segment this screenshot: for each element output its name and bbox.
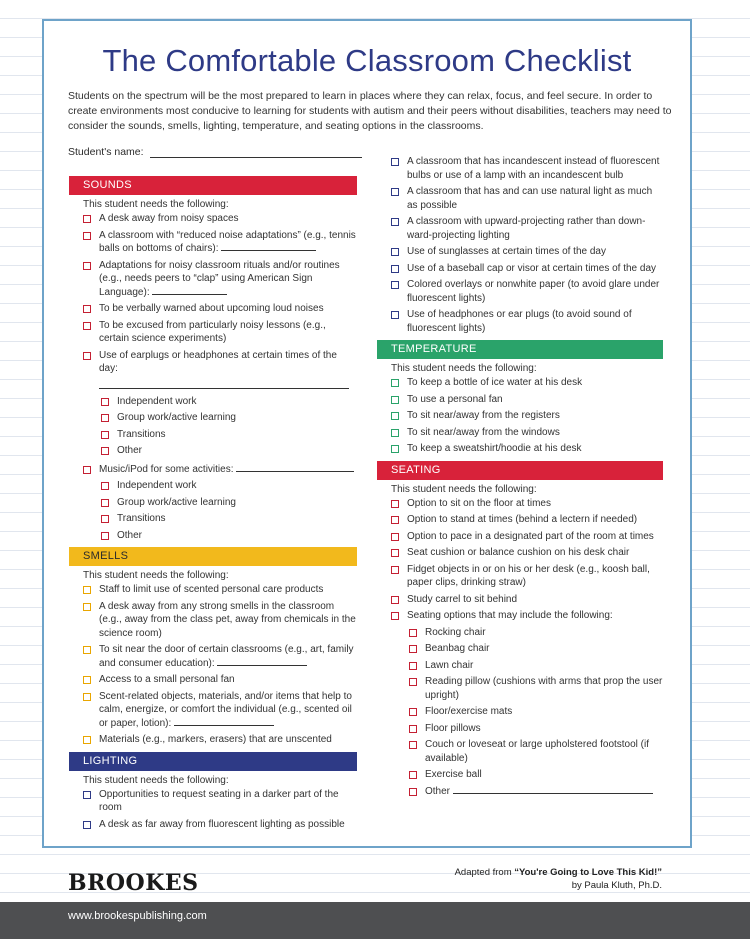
sounds-header: SOUNDS xyxy=(69,176,357,195)
checkbox[interactable] xyxy=(391,158,399,166)
checklist-item[interactable]: Fidget objects in or on his or her desk (e.g., koosh ball, paper clips, drinking straw) xyxy=(391,563,663,590)
student-name-field[interactable] xyxy=(150,147,362,158)
brookes-logo: BROOKES xyxy=(68,870,199,896)
checklist-item[interactable]: A desk away from any strong smells in the classroom (e.g., away from the class pet, away from chemicals in the science room) xyxy=(83,600,357,641)
checklist-item[interactable]: Option to stand at times (behind a lectern if needed) xyxy=(391,513,663,527)
checklist-subitem[interactable]: Couch or loveseat or large upholstered footstool (if available) xyxy=(409,738,663,765)
fill-in-line[interactable] xyxy=(453,785,653,794)
checklist-item[interactable]: Study carrel to sit behind xyxy=(391,593,663,607)
lighting-subheading: This student needs the following: xyxy=(83,774,229,786)
checklist-subitem[interactable]: Rocking chair xyxy=(409,626,663,640)
checklist-item[interactable]: To sit near/away from the registers xyxy=(391,409,663,423)
checklist-item[interactable]: Scent-related objects, materials, and/or items that help to calm, energize, or comfort the individual (e.g., scented oil or paper, lotion): xyxy=(83,690,357,731)
checkbox[interactable] xyxy=(409,788,417,796)
checkbox[interactable] xyxy=(409,771,417,779)
checklist-item[interactable]: Use of sunglasses at certain times of the day xyxy=(391,245,663,259)
footer-bar xyxy=(0,902,750,939)
checklist-subitem[interactable]: Floor/exercise mats xyxy=(409,705,663,719)
checkbox[interactable] xyxy=(409,708,417,716)
seating-header: SEATING xyxy=(377,461,663,480)
checklist-frame xyxy=(42,19,692,848)
fill-in-line[interactable] xyxy=(221,242,316,251)
right-column xyxy=(377,155,663,803)
fill-in-line[interactable] xyxy=(152,286,227,295)
checklist-subitem[interactable]: Other xyxy=(409,785,663,799)
smells-header: SMELLS xyxy=(69,547,357,566)
checklist-item[interactable]: Music/iPod for some activities: xyxy=(83,463,357,477)
checkbox[interactable] xyxy=(409,629,417,637)
checklist-subitem[interactable]: Lawn chair xyxy=(409,659,663,673)
checklist-item[interactable]: To be excused from particularly noisy lessons (e.g., certain science experiments) xyxy=(83,319,357,346)
checklist-item[interactable]: Use of a baseball cap or visor at certain times of the day xyxy=(391,262,663,276)
checklist-item[interactable]: To keep a bottle of ice water at his desk xyxy=(391,376,663,390)
checklist-item[interactable]: A classroom with “reduced noise adaptations” (e.g., tennis balls on bottoms of chairs): xyxy=(83,229,357,256)
checkbox[interactable] xyxy=(391,500,399,508)
checklist-item[interactable]: A classroom that has incandescent instead of fluorescent bulbs or use of a lamp with an incandescent bulb xyxy=(391,155,663,182)
checkbox[interactable] xyxy=(83,322,91,330)
checklist-item[interactable]: To sit near the door of certain classrooms (e.g., art, family and consumer education): xyxy=(83,643,357,670)
checkbox[interactable] xyxy=(391,281,399,289)
checklist-item[interactable]: To be verbally warned about upcoming loud noises xyxy=(83,302,357,316)
checkbox[interactable] xyxy=(409,645,417,653)
checkbox[interactable] xyxy=(83,603,91,611)
checkbox[interactable] xyxy=(83,693,91,701)
checklist-item[interactable]: Seat cushion or balance cushion on his desk chair xyxy=(391,546,663,560)
checkbox[interactable] xyxy=(391,566,399,574)
checklist-subitem[interactable]: Group work/active learning xyxy=(101,411,357,425)
checkbox[interactable] xyxy=(101,431,109,439)
checklist-item[interactable]: Access to a small personal fan xyxy=(83,673,357,687)
checkbox[interactable] xyxy=(83,215,91,223)
checklist-item[interactable]: To keep a sweatshirt/hoodie at his desk xyxy=(391,442,663,456)
lighting-header: LIGHTING xyxy=(69,752,357,771)
checkbox[interactable] xyxy=(83,466,91,474)
checkbox[interactable] xyxy=(83,791,91,799)
checkbox[interactable] xyxy=(83,821,91,829)
checkbox[interactable] xyxy=(391,412,399,420)
smells-subheading: This student needs the following: xyxy=(83,570,229,581)
checklist-item[interactable]: Option to pace in a designated part of the room at times xyxy=(391,530,663,544)
fill-in-line[interactable] xyxy=(174,717,274,726)
checklist-item[interactable]: To sit near/away from the windows xyxy=(391,426,663,440)
checkbox[interactable] xyxy=(409,678,417,686)
checkbox[interactable] xyxy=(101,532,109,540)
checklist-subitem[interactable]: Group work/active learning xyxy=(101,496,357,510)
fill-in-line[interactable] xyxy=(217,657,307,666)
checkbox[interactable] xyxy=(391,248,399,256)
checkbox[interactable] xyxy=(83,305,91,313)
checkbox[interactable] xyxy=(83,586,91,594)
checkbox[interactable] xyxy=(391,612,399,620)
seating-subheading: This student needs the following: xyxy=(391,483,537,495)
website-link[interactable]: www.brookespublishing.com xyxy=(68,910,207,922)
checkbox[interactable] xyxy=(101,447,109,455)
checklist-subitem[interactable]: Transitions xyxy=(101,428,357,442)
sounds-section xyxy=(69,176,357,542)
checkbox[interactable] xyxy=(409,662,417,670)
checkbox[interactable] xyxy=(391,265,399,273)
fill-in-line[interactable] xyxy=(236,463,354,472)
lighting-section-continued xyxy=(377,155,663,335)
smells-section xyxy=(69,547,357,747)
checkbox[interactable] xyxy=(391,396,399,404)
temperature-subheading: This student needs the following: xyxy=(391,363,537,374)
checkbox[interactable] xyxy=(83,646,91,654)
checklist-item[interactable]: Use of earplugs or headphones at certain times of the day: xyxy=(83,349,357,376)
adaptation-credit: Adapted from “You're Going to Love This Kid!” by Paula Kluth, Ph.D. xyxy=(454,867,662,891)
checkbox[interactable] xyxy=(101,499,109,507)
checklist-item[interactable]: Adaptations for noisy classroom rituals and/or routines (e.g., needs peers to “clap” using American Sign Language): xyxy=(83,259,357,300)
lighting-section xyxy=(69,752,357,832)
temperature-header: TEMPERATURE xyxy=(377,340,663,359)
checkbox[interactable] xyxy=(391,379,399,387)
checkbox[interactable] xyxy=(391,188,399,196)
intro-text: Students on the spectrum will be the most prepared to learn in places where they can relax, focus, and feel secure. In order to create environments most conducive to learning for students with autism and their peers without disabilities, teachers may need to consider the sounds, smells, lighting, temperature, and seating options in the classrooms. xyxy=(68,90,672,132)
checklist-item[interactable]: A classroom that has and can use natural light as much as possible xyxy=(391,185,663,212)
checkbox[interactable] xyxy=(391,311,399,319)
temperature-section xyxy=(377,340,663,456)
checklist-subitem[interactable]: Exercise ball xyxy=(409,768,663,782)
checkbox[interactable] xyxy=(391,549,399,557)
checklist-subitem[interactable]: Reading pillow (cushions with arms that prop the user upright) xyxy=(409,675,663,702)
checkbox[interactable] xyxy=(409,741,417,749)
checklist-subitem[interactable]: Other xyxy=(101,444,357,458)
checkbox[interactable] xyxy=(83,232,91,240)
checkbox[interactable] xyxy=(391,533,399,541)
checkbox[interactable] xyxy=(101,414,109,422)
fill-in-line[interactable] xyxy=(99,379,349,389)
checklist-item[interactable]: Option to sit on the floor at times xyxy=(391,497,663,511)
checkbox[interactable] xyxy=(83,736,91,744)
seating-section xyxy=(377,461,663,799)
checklist-item[interactable]: Opportunities to request seating in a darker part of the room xyxy=(83,788,357,815)
student-name-row xyxy=(68,146,362,158)
checkbox[interactable] xyxy=(101,482,109,490)
checklist-item[interactable]: Seating options that may include the following: xyxy=(391,609,663,623)
checkbox[interactable] xyxy=(391,596,399,604)
checkbox[interactable] xyxy=(391,429,399,437)
checkbox[interactable] xyxy=(391,516,399,524)
checkbox[interactable] xyxy=(83,676,91,684)
checkbox[interactable] xyxy=(101,515,109,523)
checkbox[interactable] xyxy=(83,352,91,360)
checkbox[interactable] xyxy=(391,218,399,226)
left-column xyxy=(69,176,357,836)
checklist-subitem[interactable]: Transitions xyxy=(101,512,357,526)
page-title: The Comfortable Classroom Checklist xyxy=(102,43,632,78)
checklist-item[interactable]: A desk away from noisy spaces xyxy=(83,212,357,226)
checkbox[interactable] xyxy=(83,262,91,270)
sounds-subheading: This student needs the following: xyxy=(83,199,229,210)
author-credit: by Paula Kluth, Ph.D. xyxy=(571,880,662,891)
checklist-subitem[interactable]: Beanbag chair xyxy=(409,642,663,656)
checklist-item[interactable]: A desk as far away from fluorescent lighting as possible xyxy=(83,818,357,832)
student-name-label: Student's name: xyxy=(68,146,144,158)
checklist-item[interactable]: Materials (e.g., markers, erasers) that are unscented xyxy=(83,733,357,747)
checklist-item[interactable]: Staff to limit use of scented personal care products xyxy=(83,583,357,597)
checkbox[interactable] xyxy=(391,445,399,453)
checklist-item[interactable]: A classroom with upward-projecting rather than down-ward-projecting lighting xyxy=(391,215,663,242)
checklist-item[interactable]: Colored overlays or nonwhite paper (to avoid glare under fluorescent lights) xyxy=(391,278,663,305)
checklist-subitem[interactable]: Other xyxy=(101,529,357,543)
checklist-subitem[interactable]: Independent work xyxy=(101,395,357,409)
checkbox[interactable] xyxy=(101,398,109,406)
book-title: “You're Going to Love This Kid!” xyxy=(514,867,662,878)
checklist-item[interactable]: Use of headphones or ear plugs (to avoid sound of fluorescent lights) xyxy=(391,308,663,335)
checklist-item[interactable]: To use a personal fan xyxy=(391,393,663,407)
checklist-subitem[interactable]: Independent work xyxy=(101,479,357,493)
checklist-subitem[interactable]: Floor pillows xyxy=(409,722,663,736)
checkbox[interactable] xyxy=(409,725,417,733)
